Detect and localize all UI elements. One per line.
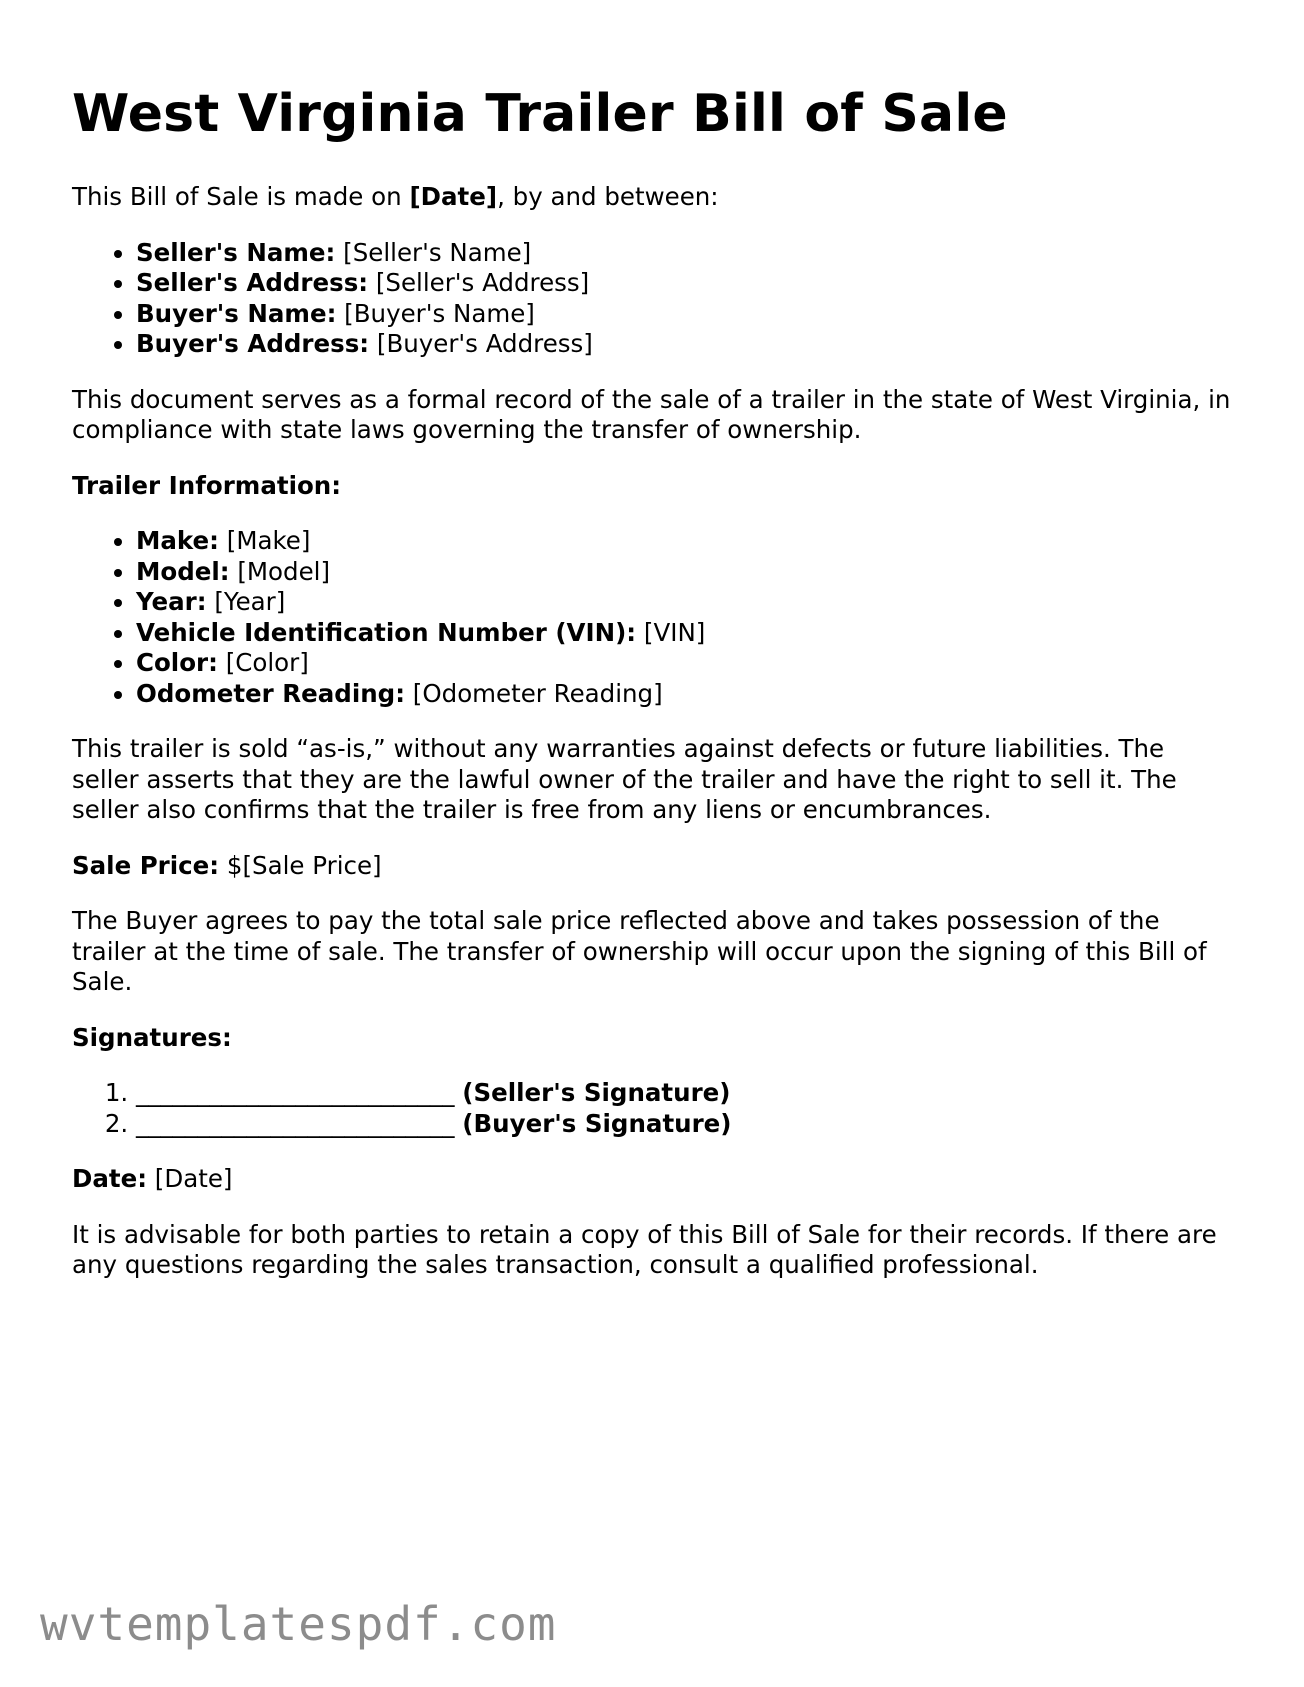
- date-line: [72, 1164, 1232, 1195]
- purpose-paragraph: This document serves as a formal record of the sale of a trailer in the state of West Virginia, in compliance with state laws governing the transfer of ownership.: [72, 384, 1231, 444]
- list-item: [136, 679, 1232, 710]
- intro-after: , by and between:: [497, 182, 719, 211]
- party-label: Seller's Name:: [136, 237, 336, 267]
- trailer-field-label: Color:: [136, 648, 218, 677]
- trailer-field-value: [Odometer Reading]: [405, 678, 663, 708]
- list-item: [136, 526, 1232, 557]
- signature-line[interactable]: __________________________: [136, 1078, 455, 1107]
- intro-paragraph: [72, 182, 1232, 213]
- sale-price-label: Sale Price:: [72, 850, 220, 880]
- trailer-info-heading: [72, 471, 1232, 502]
- as-is-paragraph: This trailer is sold “as-is,” without any warranties against defects or future liabilities. The seller asserts that they are the lawful owner of the trailer and have the right to sell it. The seller also confirms that the trailer is free from any liens or encumbrances.: [72, 734, 1177, 824]
- trailer-info-list: [72, 526, 1232, 709]
- signature-label: (Buyer's Signature): [462, 1108, 732, 1138]
- closing-paragraph: It is advisable for both parties to retain a copy of this Bill of Sale for their records. If there are any questions regarding the sales transaction, consult a qualified professional.: [72, 1219, 1217, 1279]
- signatures-heading-text: Signatures:: [72, 1022, 232, 1052]
- parties-list: [72, 238, 1232, 360]
- list-item: [136, 329, 1232, 360]
- trailer-field-value: [Year]: [206, 587, 286, 616]
- party-value: [Seller's Address]: [368, 268, 590, 297]
- list-item: [136, 238, 1232, 269]
- signatures-heading: [72, 1023, 1232, 1054]
- trailer-info-heading-text: Trailer Information:: [72, 470, 342, 500]
- intro-date-placeholder: [Date]: [409, 182, 498, 211]
- date-label: Date:: [72, 1164, 147, 1193]
- sale-price-line: [72, 851, 1232, 882]
- trailer-field-label: Model:: [136, 556, 230, 586]
- list-item: [136, 618, 1232, 649]
- list-item: [136, 648, 1232, 679]
- party-value: [Buyer's Address]: [369, 329, 593, 358]
- trailer-field-value: [VIN]: [636, 617, 706, 647]
- party-label: Buyer's Address:: [136, 329, 370, 358]
- list-item: [136, 268, 1232, 299]
- trailer-field-value: [Model]: [229, 556, 331, 586]
- trailer-field-label: Make:: [136, 526, 219, 555]
- intro-before: This Bill of Sale is made on: [72, 182, 410, 211]
- party-label: Buyer's Name:: [136, 298, 337, 328]
- trailer-field-value: [Color]: [217, 648, 309, 677]
- list-item: [136, 587, 1232, 618]
- watermark: wvtemplatespdf.com: [40, 1597, 557, 1651]
- party-value: [Seller's Name]: [335, 237, 532, 267]
- party-label: Seller's Address:: [136, 268, 369, 297]
- document-page: [72, 82, 1232, 1306]
- list-item: [136, 557, 1232, 588]
- trailer-field-label: Odometer Reading:: [136, 678, 406, 708]
- signatures-list: [72, 1078, 1232, 1139]
- party-value: [Buyer's Name]: [336, 298, 535, 328]
- list-item: [136, 1109, 1232, 1140]
- list-item: [136, 1078, 1232, 1109]
- trailer-field-value: [Make]: [218, 526, 311, 555]
- document-title: West Virginia Trailer Bill of Sale: [72, 84, 1008, 144]
- trailer-field-label: Vehicle Identification Number (VIN):: [136, 617, 637, 647]
- trailer-field-label: Year:: [136, 587, 207, 616]
- signature-line[interactable]: __________________________: [136, 1108, 455, 1138]
- buyer-agrees-paragraph: The Buyer agrees to pay the total sale price reflected above and takes possession of the trailer at the time of sale. The transfer of ownership will occur upon the signing of this Bill of Sale.: [72, 906, 1207, 996]
- date-value: [Date]: [147, 1164, 233, 1193]
- list-item: [136, 299, 1232, 330]
- signature-label: (Seller's Signature): [462, 1078, 731, 1107]
- sale-price-value: $[Sale Price]: [219, 850, 382, 880]
